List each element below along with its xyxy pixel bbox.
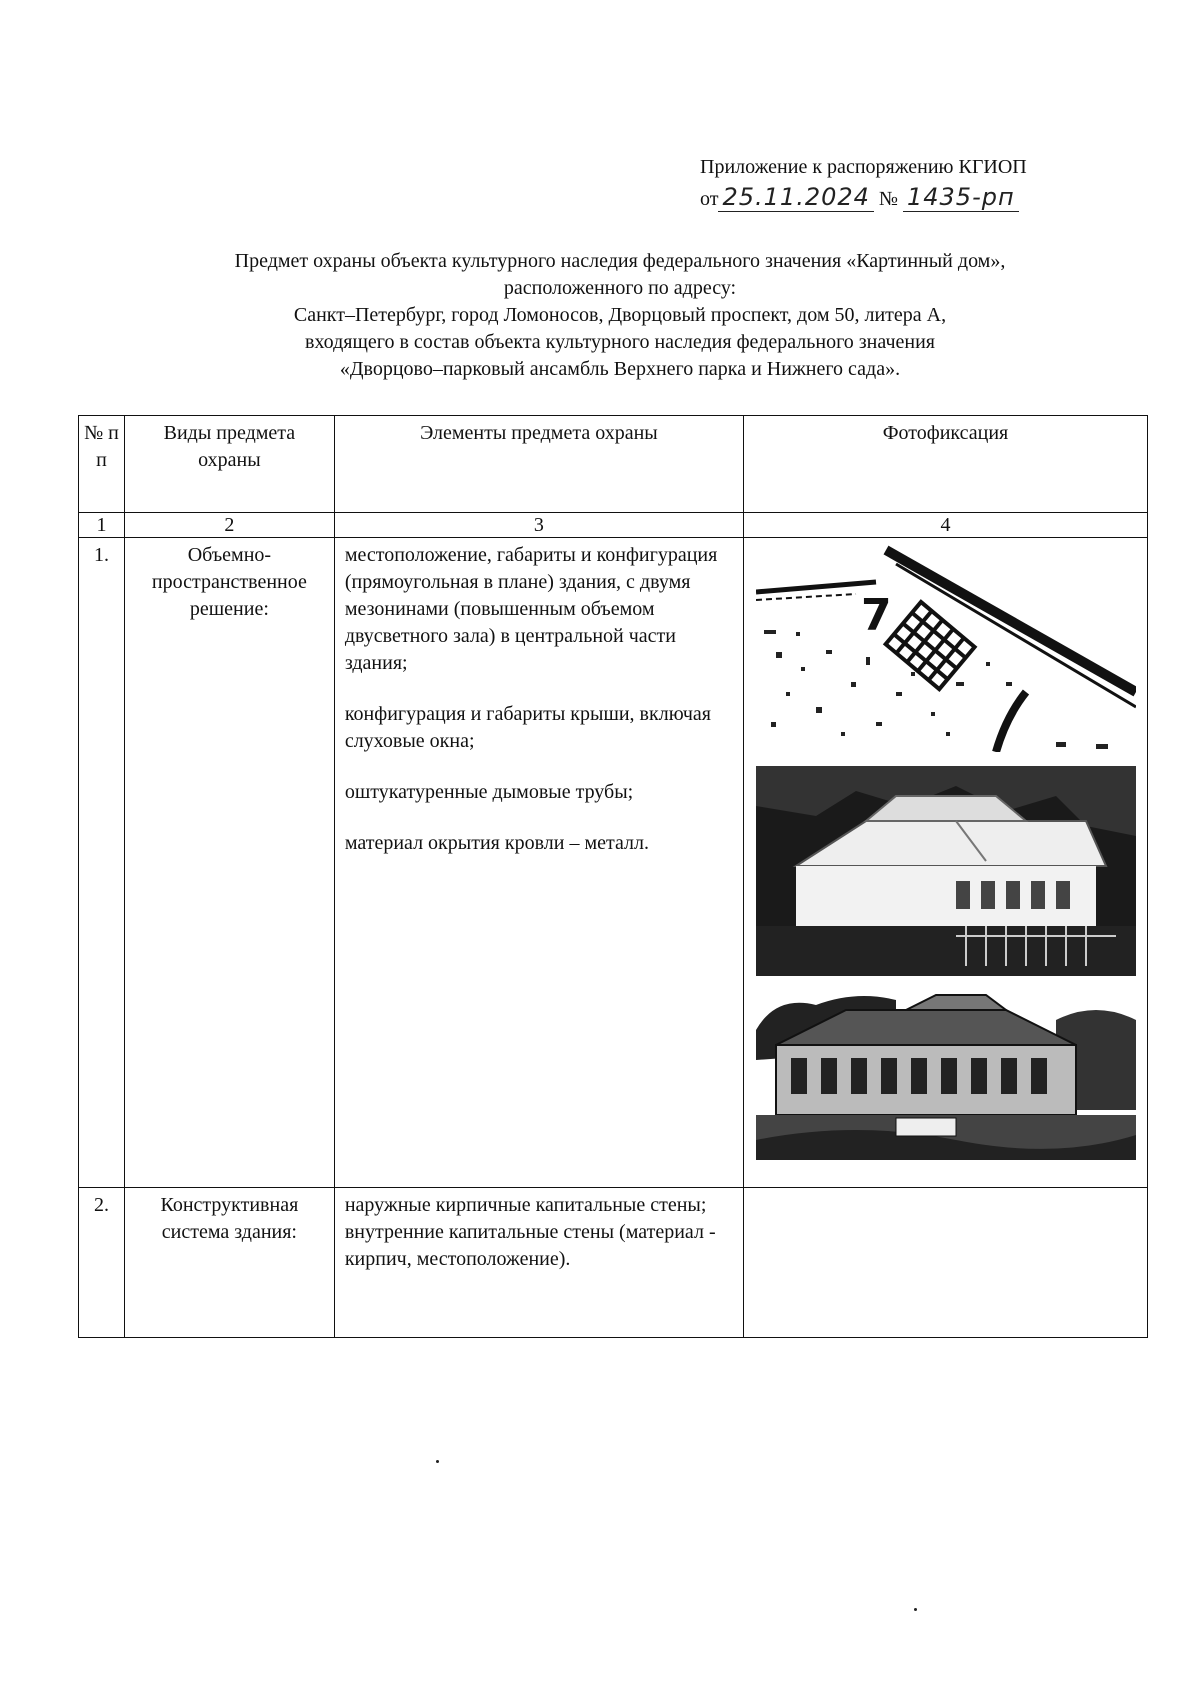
heading-line-2: расположенного по адресу: xyxy=(503,277,737,299)
header-photo: Фотофиксация xyxy=(744,416,1148,513)
handwritten-number: 1435-рп xyxy=(903,183,1019,212)
protection-table xyxy=(78,415,1148,1338)
column-number-row xyxy=(79,513,1148,538)
from-label: от xyxy=(700,188,719,210)
annex-title: Приложение к распоряжению КГИОП xyxy=(700,156,1027,178)
col-number-2: 2 xyxy=(124,513,334,538)
row-elements xyxy=(334,1188,743,1338)
document-heading xyxy=(120,248,1120,383)
heading-line-1: Предмет охраны объекта культурного наследия федерального значения «Картинный дом», xyxy=(234,250,1006,272)
building-roof-photo xyxy=(756,766,1136,976)
element-item: конфигурация и габариты крыши, включая слуховые окна; xyxy=(344,703,712,752)
table-header-row xyxy=(79,416,1148,513)
heading-line-3: Санкт–Петербург, город Ломоносов, Дворцовый проспект, дом 50, литера А, xyxy=(293,304,947,326)
heading-line-4: входящего в состав объекта культурного наследия федерального значения xyxy=(305,331,935,353)
row-type: Конструктивная система здания: xyxy=(124,1188,334,1338)
row-photos xyxy=(744,538,1148,1188)
row-type: Объемно-пространственное решение: xyxy=(124,538,334,1188)
heading-line-5: «Дворцово–парковый ансамбль Верхнего парка и Нижнего сада». xyxy=(339,358,901,380)
row-elements xyxy=(334,538,743,1188)
row-photos xyxy=(744,1188,1148,1338)
scan-speck xyxy=(914,1608,917,1611)
element-item: оштукатуренные дымовые трубы; xyxy=(344,781,634,803)
annex-date-line xyxy=(700,182,1160,214)
element-item: материал окрытия кровли – металл. xyxy=(344,832,649,854)
col-number-1: 1 xyxy=(79,513,125,538)
header-number: № п п xyxy=(79,416,125,513)
number-label: № xyxy=(878,188,898,210)
row-number: 1. xyxy=(79,538,125,1188)
table-row xyxy=(79,1188,1148,1338)
col-number-3: 3 xyxy=(334,513,743,538)
site-plan-photo xyxy=(756,542,1136,752)
header-type: Виды предмета охраны xyxy=(124,416,334,513)
col-number-4: 4 xyxy=(744,513,1148,538)
building-facade-photo xyxy=(756,990,1136,1160)
scan-speck xyxy=(436,1460,439,1463)
row-number: 2. xyxy=(79,1188,125,1338)
plan-number-label: 7 xyxy=(860,590,892,641)
header-elements: Элементы предмета охраны xyxy=(334,416,743,513)
element-item: местоположение, габариты и конфигурация (прямоугольная в плане) здания, с двумя мезонинами (повышенным объемом двусветного зала) в центральной части здания; xyxy=(344,544,718,674)
annex-header xyxy=(700,152,1160,214)
element-item: наружные кирпичные капитальные стены; внутренние капитальные стены (материал - кирпич, местоположение). xyxy=(344,1194,716,1270)
table-row xyxy=(79,538,1148,1188)
handwritten-date: 25.11.2024 xyxy=(718,183,873,212)
